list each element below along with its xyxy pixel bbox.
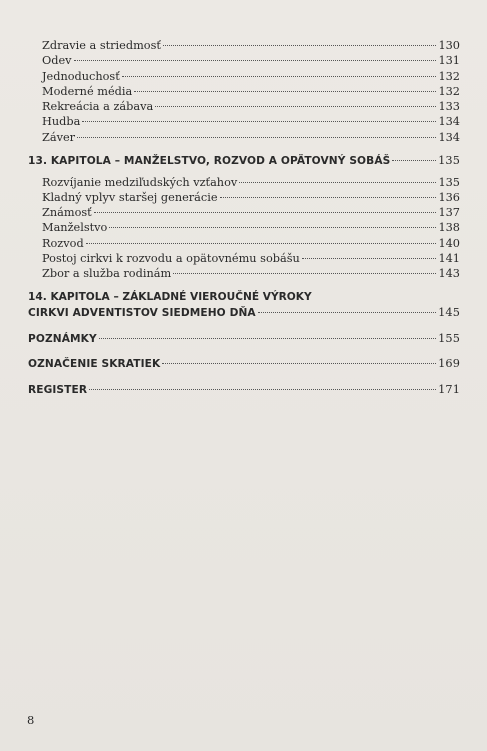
section-title: REGISTER bbox=[28, 383, 88, 396]
toc-entry-title: Známosť bbox=[42, 206, 92, 220]
chapter-title: 13. KAPITOLA – MANŽELSTVO, ROZVOD A OPÄTOVNÝ SOBÁŠ bbox=[28, 155, 391, 168]
dot-leader bbox=[162, 363, 436, 364]
dot-leader bbox=[109, 227, 436, 228]
section-page: 169 bbox=[438, 357, 460, 371]
toc-entry-page: 131 bbox=[438, 54, 460, 68]
toc-entry-title: Rozvíjanie medziľudských vzťahov bbox=[42, 175, 238, 189]
toc-entry-page: 143 bbox=[438, 267, 460, 281]
toc-entry bbox=[28, 130, 460, 145]
dot-leader bbox=[173, 273, 436, 274]
toc-entry bbox=[28, 205, 460, 220]
toc-entry bbox=[28, 69, 460, 84]
chapter-title-line2: CIRKVI ADVENTISTOV SIEDMEHO DŇA bbox=[28, 307, 256, 320]
toc-entry-page: 137 bbox=[438, 206, 460, 220]
page-number: 8 bbox=[27, 713, 35, 727]
dot-leader bbox=[99, 338, 436, 339]
toc-entry-title: Rekreácia a zábava bbox=[42, 100, 154, 114]
toc-entry-page: 133 bbox=[438, 100, 460, 114]
toc-chapter-13 bbox=[28, 153, 460, 170]
chapter-page: 145 bbox=[438, 306, 460, 320]
toc-entry-title: Záver bbox=[42, 130, 76, 144]
toc-entry-title: Rozvod bbox=[42, 236, 84, 250]
dot-leader bbox=[220, 197, 437, 198]
toc-register bbox=[28, 382, 460, 399]
toc-entry-title: Jednoduchosť bbox=[42, 69, 120, 83]
toc-entry bbox=[28, 220, 460, 235]
toc-entry bbox=[28, 236, 460, 251]
dot-leader bbox=[392, 160, 436, 161]
toc-entry-page: 134 bbox=[438, 115, 460, 129]
toc-entry-title: Postoj cirkvi k rozvodu a opätovnému sobášu bbox=[42, 252, 300, 266]
dot-leader bbox=[163, 45, 437, 46]
section-title: POZNÁMKY bbox=[28, 332, 97, 345]
toc-entry-page: 132 bbox=[438, 84, 460, 98]
dot-leader bbox=[82, 121, 436, 122]
toc-entry bbox=[28, 84, 460, 99]
dot-leader bbox=[94, 212, 437, 213]
section-page: 171 bbox=[438, 382, 460, 396]
toc-entry-title: Moderné média bbox=[42, 84, 133, 98]
dot-leader bbox=[258, 312, 436, 313]
dot-leader bbox=[239, 182, 436, 183]
dot-leader bbox=[134, 91, 436, 92]
dot-leader bbox=[86, 243, 437, 244]
toc-entry bbox=[28, 114, 460, 129]
dot-leader bbox=[74, 60, 437, 61]
toc-entry bbox=[28, 175, 460, 190]
toc-entry bbox=[28, 266, 460, 281]
toc-entry-page: 136 bbox=[438, 190, 460, 204]
section-title: OZNAČENIE SKRATIEK bbox=[28, 358, 161, 371]
toc-entry bbox=[28, 99, 460, 114]
toc-entry-title: Kladný vplyv staršej generácie bbox=[42, 190, 218, 204]
toc-chapter-14 bbox=[28, 305, 460, 322]
dot-leader bbox=[155, 106, 436, 107]
toc-oznacenie-skratiek bbox=[28, 356, 460, 373]
toc-entry-page: 140 bbox=[438, 236, 460, 250]
toc-entry-page: 132 bbox=[438, 69, 460, 83]
dot-leader bbox=[77, 137, 436, 138]
dot-leader bbox=[89, 389, 436, 390]
table-of-contents bbox=[28, 38, 460, 398]
toc-entry-page: 135 bbox=[438, 175, 460, 189]
dot-leader bbox=[122, 76, 437, 77]
toc-entry-page: 130 bbox=[438, 39, 460, 52]
toc-entry bbox=[28, 251, 460, 266]
toc-entry-page: 134 bbox=[438, 130, 460, 144]
toc-entry-page: 141 bbox=[438, 252, 460, 266]
toc-entry-title: Odev bbox=[42, 54, 72, 68]
toc-entry-title: Manželstvo bbox=[42, 221, 108, 235]
toc-entry bbox=[28, 53, 460, 68]
toc-entry-title: Zdravie a striedmosť bbox=[42, 39, 161, 52]
chapter-page: 135 bbox=[438, 154, 460, 168]
dot-leader bbox=[302, 258, 437, 259]
toc-entry bbox=[28, 190, 460, 205]
section-page: 155 bbox=[438, 331, 460, 345]
toc-entry bbox=[28, 38, 460, 53]
toc-poznamky bbox=[28, 331, 460, 348]
toc-entry-title: Zbor a služba rodinám bbox=[42, 267, 172, 281]
chapter-14-title-line1: 14. KAPITOLA – ZÁKLADNÉ VIEROUČNÉ VÝROKY bbox=[28, 290, 312, 303]
toc-entry-title: Hudba bbox=[42, 115, 81, 129]
toc-entry-page: 138 bbox=[438, 221, 460, 235]
